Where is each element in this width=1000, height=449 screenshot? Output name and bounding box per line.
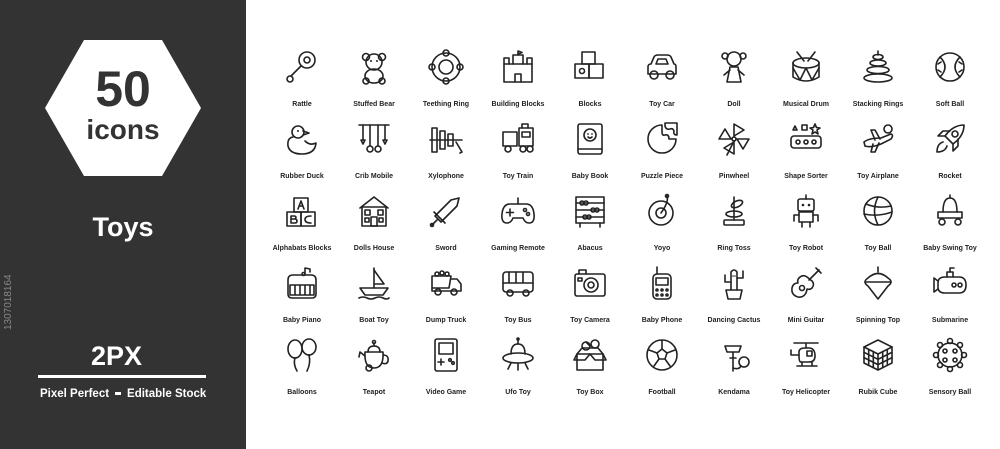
stroke-width-label: 2PX: [91, 341, 143, 371]
toy-ball-icon: [861, 194, 895, 228]
icon-label: Yoyo: [653, 245, 671, 252]
baby-phone-icon: [645, 266, 679, 300]
icon-label: Submarine: [931, 317, 969, 324]
icon-tile: [626, 116, 698, 188]
icon-tile: [626, 188, 698, 260]
icon-label: Toy Camera: [570, 317, 610, 324]
divider: [38, 375, 206, 378]
icon-tile: [914, 260, 986, 332]
icon-label: Baby Piano: [282, 317, 322, 324]
editable-stock-label: Editable Stock: [127, 388, 207, 400]
icon-tile: [770, 332, 842, 404]
icon-label: Kendama: [718, 389, 750, 396]
toy-train-icon: [501, 122, 535, 156]
football-icon: [645, 338, 679, 372]
icon-tile: [338, 260, 410, 332]
guitar-icon: [789, 266, 823, 300]
rubik-cube-icon: [861, 338, 895, 372]
icon-label: Shape Sorter: [784, 173, 828, 180]
icon-tile: [842, 116, 914, 188]
icon-tile: [626, 332, 698, 404]
ufo-icon: [501, 338, 535, 372]
gamepad-icon: [501, 194, 535, 228]
dancing-cactus-icon: [717, 266, 751, 300]
icon-label: Sensory Ball: [928, 389, 972, 396]
icon-tile: [842, 260, 914, 332]
icon-label: Toy Train: [502, 173, 534, 180]
puzzle-piece-icon: [645, 122, 679, 156]
icon-label: Rocket: [938, 173, 962, 180]
alphabet-blocks-icon: [285, 194, 319, 228]
icon-label: Soft Ball: [935, 101, 965, 108]
icon-label: Musical Drum: [783, 101, 829, 108]
teddy-bear-icon: [357, 50, 391, 84]
icon-tile: [482, 44, 554, 116]
baby-book-icon: [573, 122, 607, 156]
icon-label: Gaming Remote: [491, 245, 545, 252]
handheld-game-icon: [429, 338, 463, 372]
icon-label: Puzzle Piece: [640, 173, 684, 180]
baby-piano-icon: [285, 266, 319, 300]
icon-label: Teapot: [362, 389, 386, 396]
blocks-icon: [573, 50, 607, 84]
icon-tile: [410, 44, 482, 116]
icon-tile: [554, 260, 626, 332]
icon-tile: [482, 116, 554, 188]
icon-label: Dump Truck: [425, 317, 467, 324]
icon-tile: [770, 44, 842, 116]
sensory-ball-icon: [933, 338, 967, 372]
icon-label: Teething Ring: [422, 101, 470, 108]
icon-tile: [842, 188, 914, 260]
icon-tile: [410, 116, 482, 188]
toy-camera-icon: [573, 266, 607, 300]
stacking-rings-icon: [861, 50, 895, 84]
icon-tile: [914, 116, 986, 188]
icon-tile: [338, 116, 410, 188]
pinwheel-icon: [717, 122, 751, 156]
balloons-icon: [285, 338, 319, 372]
doll-icon: [717, 50, 751, 84]
yoyo-icon: [645, 194, 679, 228]
icon-label: Balloons: [287, 389, 317, 396]
icon-label: Stacking Rings: [852, 101, 904, 108]
icon-tile: [482, 332, 554, 404]
icon-tile: [338, 44, 410, 116]
collection-title: Toys: [92, 212, 154, 242]
icon-label: Doll: [727, 101, 741, 108]
icon-label: Rubik Cube: [858, 389, 898, 396]
soft-ball-icon: [933, 50, 967, 84]
icon-label: Xylophone: [428, 173, 464, 180]
icon-label: Ufo Toy: [505, 389, 531, 396]
icon-tile: [626, 44, 698, 116]
stock-id: 1307018164: [3, 274, 14, 330]
icon-tile: [410, 260, 482, 332]
icon-tile: [410, 188, 482, 260]
submarine-icon: [933, 266, 967, 300]
icon-tile: [698, 188, 770, 260]
icon-tile: [266, 188, 338, 260]
icon-label: Baby Swing Toy: [923, 245, 977, 252]
icon-label: Rubber Duck: [280, 173, 324, 180]
icon-label: Spinning Top: [855, 317, 901, 324]
icon-tile: [842, 44, 914, 116]
icon-label: Toy Ball: [864, 245, 892, 252]
baby-swing-icon: [933, 194, 967, 228]
icon-label: Stuffed Bear: [353, 101, 395, 108]
icon-tile: [842, 332, 914, 404]
rocket-icon: [933, 122, 967, 156]
icon-label: Baby Phone: [641, 317, 683, 324]
icon-label: Toy Airplane: [857, 173, 899, 180]
icon-label: Pinwheel: [718, 173, 750, 180]
crib-mobile-icon: [357, 122, 391, 156]
icon-label: Dancing Cactus: [707, 317, 761, 324]
icon-label: Toy Robot: [788, 245, 824, 252]
icon-tile: [914, 332, 986, 404]
icon-tile: [698, 116, 770, 188]
icon-label: Building Blocks: [491, 101, 545, 108]
icon-label: Dolls House: [353, 245, 395, 252]
icon-label: Crib Mobile: [354, 173, 394, 180]
abacus-icon: [573, 194, 607, 228]
icon-label: Football: [648, 389, 676, 396]
icon-count-label: icons: [86, 114, 160, 145]
icon-tile: [554, 332, 626, 404]
icon-label: Abacus: [577, 245, 603, 252]
toy-box-icon: [573, 338, 607, 372]
toy-airplane-icon: [861, 122, 895, 156]
icon-label: Toy Helicopter: [781, 389, 831, 396]
xylophone-icon: [429, 122, 463, 156]
helicopter-icon: [789, 338, 823, 372]
icon-tile: [626, 260, 698, 332]
feature-line: [40, 386, 206, 402]
icon-tile: [770, 188, 842, 260]
sidebar-panel: [0, 0, 246, 449]
icon-tile: [482, 188, 554, 260]
dolls-house-icon: [357, 194, 391, 228]
icon-grid: [266, 44, 986, 404]
icon-label: Toy Bus: [504, 317, 532, 324]
icon-label: Toy Box: [576, 389, 604, 396]
icon-tile: [914, 44, 986, 116]
rattle-icon: [285, 50, 319, 84]
icon-tile: [698, 44, 770, 116]
icon-tile: [410, 332, 482, 404]
icon-tile: [338, 332, 410, 404]
castle-blocks-icon: [501, 50, 535, 84]
pixel-perfect-label: Pixel Perfect: [40, 388, 110, 400]
shape-sorter-icon: [789, 122, 823, 156]
drum-icon: [789, 50, 823, 84]
icon-label: Ring Toss: [717, 245, 751, 252]
toy-car-icon: [645, 50, 679, 84]
icon-label: Mini Guitar: [787, 317, 825, 324]
toy-robot-icon: [789, 194, 823, 228]
icon-label: Rattle: [292, 101, 312, 108]
dump-truck-icon: [429, 266, 463, 300]
icon-tile: [914, 188, 986, 260]
icon-tile: [554, 44, 626, 116]
icon-tile: [770, 260, 842, 332]
icon-label: Boat Toy: [359, 317, 389, 324]
icon-tile: [482, 260, 554, 332]
toy-bus-icon: [501, 266, 535, 300]
ring-toss-icon: [717, 194, 751, 228]
spinning-top-icon: [861, 266, 895, 300]
icon-tile: [770, 116, 842, 188]
dash-separator: [115, 392, 121, 395]
icon-tile: [338, 188, 410, 260]
icon-tile: [266, 260, 338, 332]
icon-tile: [266, 332, 338, 404]
icon-label: Blocks: [578, 101, 602, 108]
rubber-duck-icon: [285, 122, 319, 156]
icon-label: Alphabats Blocks: [272, 245, 332, 252]
icon-tile: [266, 44, 338, 116]
icon-label: Baby Book: [571, 173, 609, 180]
kendama-icon: [717, 338, 751, 372]
icon-label: Sword: [435, 245, 457, 252]
teething-ring-icon: [429, 50, 463, 84]
icon-tile: [698, 260, 770, 332]
icon-tile: [698, 332, 770, 404]
boat-toy-icon: [357, 266, 391, 300]
icon-label: Toy Car: [649, 101, 675, 108]
icon-tile: [554, 116, 626, 188]
icon-count: 50: [95, 61, 151, 117]
icon-label: Video Game: [425, 389, 467, 396]
teapot-icon: [357, 338, 391, 372]
sword-icon: [429, 194, 463, 228]
icon-tile: [266, 116, 338, 188]
icon-tile: [554, 188, 626, 260]
